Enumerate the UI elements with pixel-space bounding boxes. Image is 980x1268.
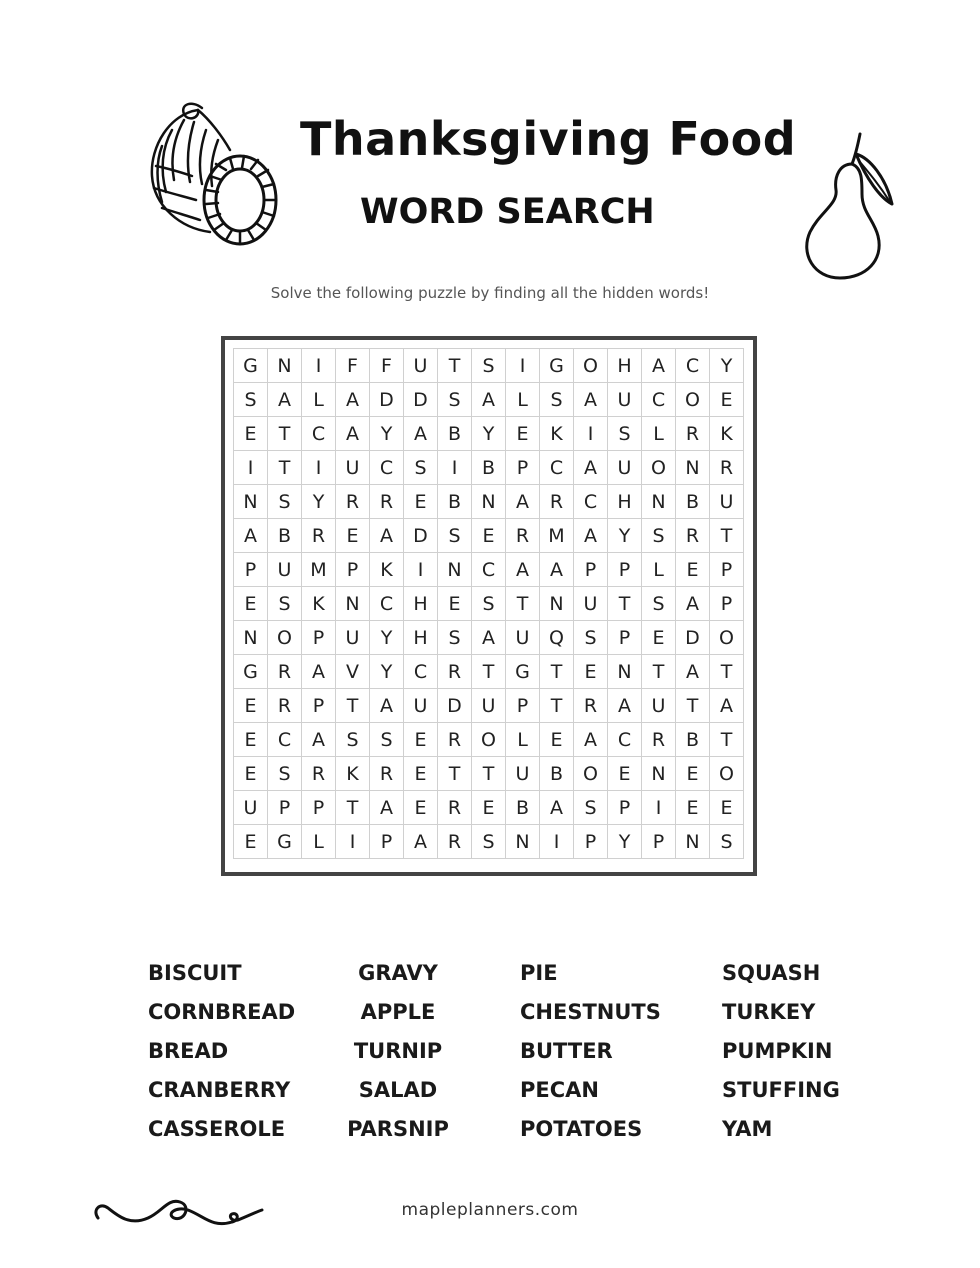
grid-cell[interactable]: A (302, 723, 336, 757)
grid-cell[interactable]: D (676, 621, 710, 655)
grid-cell[interactable]: A (370, 519, 404, 553)
grid-cell[interactable]: R (438, 655, 472, 689)
grid-cell[interactable]: K (336, 757, 370, 791)
grid-cell[interactable]: Y (370, 655, 404, 689)
grid-cell[interactable]: A (710, 689, 744, 723)
grid-cell[interactable]: P (268, 791, 302, 825)
grid-cell[interactable]: R (268, 689, 302, 723)
grid-cell[interactable]: B (676, 723, 710, 757)
grid-cell[interactable]: B (676, 485, 710, 519)
instructions-text: Solve the following puzzle by finding all the hidden words! (270, 284, 710, 302)
grid-cell[interactable]: E (234, 689, 268, 723)
grid-cell[interactable]: S (404, 451, 438, 485)
grid-cell[interactable]: S (472, 587, 506, 621)
grid-cell[interactable]: A (302, 655, 336, 689)
page-title: Thanksgiving Food (300, 112, 797, 166)
grid-cell[interactable]: A (642, 349, 676, 383)
pear-icon (800, 128, 900, 288)
grid-cell[interactable]: R (438, 723, 472, 757)
grid-cell[interactable]: P (608, 553, 642, 587)
grid-cell[interactable]: T (438, 757, 472, 791)
grid-cell[interactable]: Y (472, 417, 506, 451)
grid-cell[interactable]: A (336, 383, 370, 417)
grid-cell[interactable]: D (404, 519, 438, 553)
grid-cell[interactable]: F (370, 349, 404, 383)
grid-cell[interactable]: R (370, 757, 404, 791)
grid-cell[interactable]: G (506, 655, 540, 689)
grid-cell[interactable]: R (710, 451, 744, 485)
word-item: CORNBREAD (148, 1000, 296, 1024)
grid-cell[interactable]: S (370, 723, 404, 757)
grid-cell[interactable]: S (268, 757, 302, 791)
word-column-4 (722, 958, 840, 1153)
grid-cell[interactable]: R (506, 519, 540, 553)
grid-cell[interactable]: O (268, 621, 302, 655)
word-item: BREAD (148, 1039, 229, 1063)
grid-cell[interactable]: A (472, 621, 506, 655)
grid-cell[interactable]: K (540, 417, 574, 451)
grid-cell[interactable]: N (506, 825, 540, 859)
grid-cell[interactable]: N (642, 485, 676, 519)
grid-cell[interactable]: Q (540, 621, 574, 655)
grid-cell[interactable]: E (234, 587, 268, 621)
grid-cell[interactable]: R (302, 519, 336, 553)
word-item: YAM (722, 1117, 773, 1141)
grid-cell[interactable]: S (642, 519, 676, 553)
grid-cell[interactable]: E (404, 757, 438, 791)
grid-cell[interactable]: T (472, 655, 506, 689)
grid-cell[interactable]: R (302, 757, 336, 791)
grid-cell[interactable]: E (642, 621, 676, 655)
grid-cell[interactable]: T (438, 349, 472, 383)
grid-cell[interactable]: R (574, 689, 608, 723)
grid-cell[interactable]: E (710, 791, 744, 825)
grid-cell[interactable]: P (234, 553, 268, 587)
grid-cell[interactable]: E (676, 553, 710, 587)
grid-cell[interactable]: N (234, 485, 268, 519)
grid-cell[interactable]: A (676, 587, 710, 621)
grid-cell[interactable]: N (608, 655, 642, 689)
grid-cell[interactable]: I (540, 825, 574, 859)
grid-cell[interactable]: S (268, 485, 302, 519)
grid-cell[interactable]: B (268, 519, 302, 553)
word-item: APPLE (360, 1000, 436, 1024)
grid-cell[interactable]: U (336, 451, 370, 485)
grid-cell[interactable]: O (710, 621, 744, 655)
grid-cell[interactable]: D (438, 689, 472, 723)
grid-cell[interactable]: E (234, 723, 268, 757)
grid-cell[interactable]: T (540, 655, 574, 689)
grid-cell[interactable]: T (472, 757, 506, 791)
grid-cell[interactable]: V (336, 655, 370, 689)
grid-cell[interactable]: R (676, 519, 710, 553)
grid-cell[interactable]: Y (608, 825, 642, 859)
grid-cell[interactable]: S (472, 825, 506, 859)
grid-cell[interactable]: A (608, 689, 642, 723)
grid-cell[interactable]: A (574, 451, 608, 485)
grid-cell[interactable]: S (268, 587, 302, 621)
grid-cell[interactable]: I (438, 451, 472, 485)
grid-cell[interactable]: C (370, 451, 404, 485)
page-subtitle: WORD SEARCH (360, 192, 655, 232)
grid-cell[interactable]: P (302, 791, 336, 825)
grid-cell[interactable]: E (234, 757, 268, 791)
grid-cell[interactable]: A (540, 791, 574, 825)
grid-cell[interactable]: S (574, 621, 608, 655)
grid-cell[interactable]: P (302, 689, 336, 723)
grid-cell[interactable]: U (268, 553, 302, 587)
grid-cell[interactable]: Y (302, 485, 336, 519)
grid-cell[interactable]: E (472, 791, 506, 825)
grid-cell[interactable]: E (710, 383, 744, 417)
grid-cell[interactable]: S (540, 383, 574, 417)
grid-cell[interactable]: N (268, 349, 302, 383)
letter-grid (233, 348, 744, 859)
grid-cell[interactable]: G (234, 655, 268, 689)
grid-cell[interactable]: I (574, 417, 608, 451)
grid-cell[interactable]: Y (608, 519, 642, 553)
grid-cell[interactable]: N (676, 825, 710, 859)
grid-cell[interactable]: R (370, 485, 404, 519)
grid-cell[interactable]: C (540, 451, 574, 485)
word-item: SQUASH (722, 961, 821, 985)
word-item: CASSEROLE (148, 1117, 286, 1141)
grid-cell[interactable]: A (574, 519, 608, 553)
grid-cell[interactable]: A (336, 417, 370, 451)
grid-cell[interactable]: E (676, 757, 710, 791)
grid-cell[interactable]: I (506, 349, 540, 383)
grid-cell[interactable]: U (404, 349, 438, 383)
grid-cell[interactable]: E (676, 791, 710, 825)
grid-cell[interactable]: U (472, 689, 506, 723)
grid-cell[interactable]: R (268, 655, 302, 689)
grid-cell[interactable]: C (370, 587, 404, 621)
grid-cell[interactable]: A (404, 825, 438, 859)
website-footer: mapleplanners.com (401, 1200, 579, 1220)
grid-cell[interactable]: M (540, 519, 574, 553)
grid-cell[interactable]: R (336, 485, 370, 519)
word-column-3 (520, 958, 661, 1153)
grid-cell[interactable]: R (642, 723, 676, 757)
grid-cell[interactable]: P (506, 451, 540, 485)
grid-cell[interactable]: T (336, 791, 370, 825)
word-item: POTATOES (520, 1117, 643, 1141)
grid-cell[interactable]: S (438, 519, 472, 553)
word-item: SALAD (358, 1078, 438, 1102)
cornucopia-icon (140, 96, 290, 256)
grid-cell[interactable]: C (574, 485, 608, 519)
grid-cell[interactable]: S (438, 383, 472, 417)
grid-cell[interactable]: R (676, 417, 710, 451)
grid-cell[interactable]: N (234, 621, 268, 655)
grid-cell[interactable]: S (574, 791, 608, 825)
grid-cell[interactable]: E (404, 485, 438, 519)
grid-cell[interactable]: I (642, 791, 676, 825)
grid-cell[interactable]: S (642, 587, 676, 621)
grid-cell[interactable]: U (642, 689, 676, 723)
grid-cell[interactable]: N (336, 587, 370, 621)
grid-cell[interactable]: P (302, 621, 336, 655)
word-search-grid (221, 336, 757, 876)
grid-cell[interactable]: E (404, 791, 438, 825)
grid-cell[interactable]: A (676, 655, 710, 689)
grid-cell[interactable]: C (404, 655, 438, 689)
grid-cell[interactable]: O (472, 723, 506, 757)
grid-cell[interactable]: R (438, 825, 472, 859)
word-item: PARSNIP (347, 1117, 449, 1141)
grid-cell[interactable]: C (268, 723, 302, 757)
grid-cell[interactable]: E (404, 723, 438, 757)
grid-cell[interactable]: Y (710, 349, 744, 383)
grid-cell[interactable]: H (404, 587, 438, 621)
grid-cell[interactable]: S (472, 349, 506, 383)
grid-cell[interactable]: T (710, 655, 744, 689)
grid-cell[interactable]: O (574, 349, 608, 383)
grid-cell[interactable]: B (540, 757, 574, 791)
grid-cell[interactable]: A (472, 383, 506, 417)
grid-cell[interactable]: K (302, 587, 336, 621)
grid-cell[interactable]: L (302, 383, 336, 417)
grid-cell[interactable]: P (574, 825, 608, 859)
grid-cell[interactable]: U (710, 485, 744, 519)
grid-cell[interactable]: K (710, 417, 744, 451)
grid-cell[interactable]: P (336, 553, 370, 587)
word-column-2 (338, 958, 458, 1153)
grid-cell[interactable]: O (642, 451, 676, 485)
grid-cell[interactable]: P (608, 621, 642, 655)
grid-cell[interactable]: H (608, 485, 642, 519)
grid-cell[interactable]: A (574, 383, 608, 417)
grid-cell[interactable]: C (608, 723, 642, 757)
word-item: PIE (520, 961, 558, 985)
grid-cell[interactable]: U (234, 791, 268, 825)
grid-cell[interactable]: P (710, 587, 744, 621)
grid-cell[interactable]: E (234, 825, 268, 859)
grid-cell[interactable]: C (642, 383, 676, 417)
grid-cell[interactable]: P (710, 553, 744, 587)
grid-cell[interactable]: I (336, 825, 370, 859)
grid-cell[interactable]: P (506, 689, 540, 723)
grid-cell[interactable]: N (472, 485, 506, 519)
grid-cell[interactable]: S (710, 825, 744, 859)
grid-cell[interactable]: E (336, 519, 370, 553)
grid-cell[interactable]: E (234, 417, 268, 451)
grid-cell[interactable]: G (540, 349, 574, 383)
grid-cell[interactable]: U (506, 757, 540, 791)
grid-cell[interactable]: K (370, 553, 404, 587)
grid-cell[interactable]: E (540, 723, 574, 757)
grid-cell[interactable]: D (404, 383, 438, 417)
grid-cell[interactable]: B (506, 791, 540, 825)
grid-cell[interactable]: S (608, 417, 642, 451)
grid-cell[interactable]: L (506, 723, 540, 757)
grid-cell[interactable]: P (574, 553, 608, 587)
grid-cell[interactable]: L (506, 383, 540, 417)
grid-cell[interactable]: G (234, 349, 268, 383)
word-item: TURKEY (722, 1000, 816, 1024)
grid-cell[interactable]: T (710, 723, 744, 757)
grid-cell[interactable]: M (302, 553, 336, 587)
grid-cell[interactable]: A (506, 553, 540, 587)
grid-cell[interactable]: T (608, 587, 642, 621)
grid-cell[interactable]: P (608, 791, 642, 825)
grid-cell[interactable]: E (574, 655, 608, 689)
grid-cell[interactable]: R (540, 485, 574, 519)
grid-cell[interactable]: A (404, 417, 438, 451)
grid-cell[interactable]: A (540, 553, 574, 587)
grid-cell[interactable]: T (540, 689, 574, 723)
grid-cell[interactable]: S (438, 621, 472, 655)
grid-cell[interactable]: R (438, 791, 472, 825)
grid-cell[interactable]: H (608, 349, 642, 383)
grid-cell[interactable]: A (370, 791, 404, 825)
grid-cell[interactable]: T (710, 519, 744, 553)
word-item: BUTTER (520, 1039, 613, 1063)
grid-cell[interactable]: B (438, 417, 472, 451)
grid-cell[interactable]: T (642, 655, 676, 689)
grid-cell[interactable]: S (336, 723, 370, 757)
grid-cell[interactable]: L (302, 825, 336, 859)
grid-cell[interactable]: N (642, 757, 676, 791)
grid-cell[interactable]: O (710, 757, 744, 791)
grid-cell[interactable]: T (336, 689, 370, 723)
grid-cell[interactable]: U (404, 689, 438, 723)
grid-cell[interactable]: A (268, 383, 302, 417)
grid-cell[interactable]: B (472, 451, 506, 485)
grid-cell[interactable]: N (438, 553, 472, 587)
grid-cell[interactable]: L (642, 417, 676, 451)
grid-cell[interactable]: E (608, 757, 642, 791)
grid-cell[interactable]: Y (370, 621, 404, 655)
word-item: PUMPKIN (722, 1039, 833, 1063)
grid-cell[interactable]: U (608, 451, 642, 485)
grid-cell[interactable]: A (370, 689, 404, 723)
grid-cell[interactable]: C (472, 553, 506, 587)
grid-cell[interactable]: A (234, 519, 268, 553)
grid-cell[interactable]: U (336, 621, 370, 655)
word-item: TURNIP (353, 1039, 443, 1063)
grid-cell[interactable]: U (574, 587, 608, 621)
grid-cell[interactable]: E (472, 519, 506, 553)
word-item: STUFFING (722, 1078, 840, 1102)
grid-cell[interactable]: E (438, 587, 472, 621)
grid-cell[interactable]: I (234, 451, 268, 485)
grid-cell[interactable]: U (608, 383, 642, 417)
grid-cell[interactable]: G (268, 825, 302, 859)
grid-cell[interactable]: N (540, 587, 574, 621)
grid-cell[interactable]: H (404, 621, 438, 655)
grid-cell[interactable]: O (676, 383, 710, 417)
word-item: GRAVY (358, 961, 438, 985)
grid-cell[interactable]: B (438, 485, 472, 519)
grid-cell[interactable]: I (302, 349, 336, 383)
grid-cell[interactable]: N (676, 451, 710, 485)
grid-cell[interactable]: O (574, 757, 608, 791)
grid-cell[interactable]: A (574, 723, 608, 757)
grid-cell[interactable]: A (506, 485, 540, 519)
grid-cell[interactable]: C (302, 417, 336, 451)
grid-cell[interactable]: F (336, 349, 370, 383)
grid-cell[interactable]: T (676, 689, 710, 723)
grid-cell[interactable]: I (302, 451, 336, 485)
grid-cell[interactable]: P (642, 825, 676, 859)
word-column-1 (148, 958, 295, 1153)
grid-cell[interactable]: D (370, 383, 404, 417)
grid-cell[interactable]: T (268, 417, 302, 451)
word-item: PECAN (520, 1078, 599, 1102)
word-item: BISCUIT (148, 961, 242, 985)
grid-cell[interactable]: E (506, 417, 540, 451)
grid-cell[interactable]: T (506, 587, 540, 621)
grid-cell[interactable]: U (506, 621, 540, 655)
grid-cell[interactable]: S (234, 383, 268, 417)
grid-cell[interactable]: Y (370, 417, 404, 451)
word-item: CHESTNUTS (520, 1000, 661, 1024)
grid-cell[interactable]: P (370, 825, 404, 859)
word-item: CRANBERRY (148, 1078, 291, 1102)
grid-cell[interactable]: T (268, 451, 302, 485)
grid-cell[interactable]: I (404, 553, 438, 587)
grid-cell[interactable]: C (676, 349, 710, 383)
grid-cell[interactable]: L (642, 553, 676, 587)
